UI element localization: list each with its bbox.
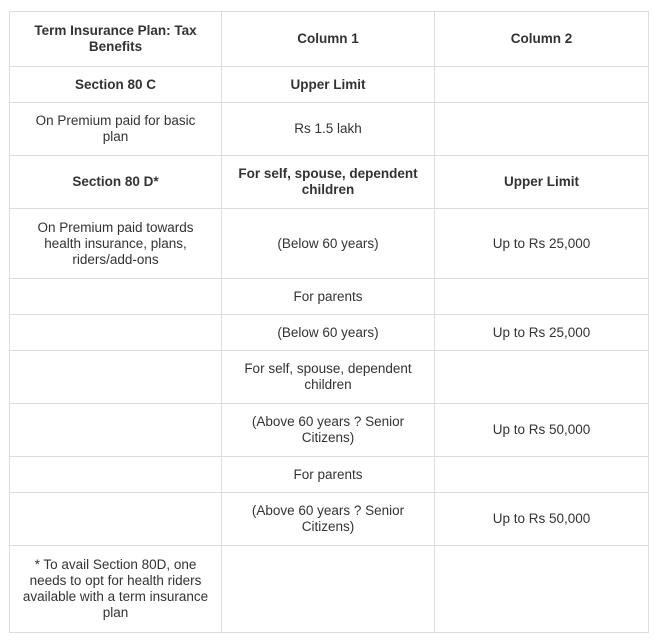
table-cell-column-2: Up to Rs 50,000 xyxy=(435,404,649,457)
table-cell-column-1 xyxy=(222,546,435,633)
table-row xyxy=(10,103,649,156)
table-row xyxy=(10,209,649,279)
table-row xyxy=(10,493,649,546)
table-cell-column-1: (Below 60 years) xyxy=(222,209,435,279)
table-row xyxy=(10,546,649,633)
table-cell-column-2: Up to Rs 50,000 xyxy=(435,493,649,546)
table-cell-column-2 xyxy=(435,546,649,633)
table-cell-column-1: For self, spouse, dependent children xyxy=(222,351,435,404)
table-cell-column-1: For parents xyxy=(222,279,435,315)
table-cell-label: On Premium paid for basic plan xyxy=(10,103,222,156)
table-cell-label: Section 80 C xyxy=(10,67,222,103)
table-cell-column-2 xyxy=(435,351,649,404)
table-row xyxy=(10,404,649,457)
table-header-row xyxy=(10,12,649,67)
table-cell-label xyxy=(10,351,222,404)
table-cell-column-2: Up to Rs 25,000 xyxy=(435,209,649,279)
table-cell-label xyxy=(10,279,222,315)
table-cell-column-1: Upper Limit xyxy=(222,67,435,103)
table-row xyxy=(10,279,649,315)
table-cell-column-2: Up to Rs 25,000 xyxy=(435,315,649,351)
table-row xyxy=(10,156,649,209)
table-cell-column-2 xyxy=(435,67,649,103)
table-cell-label xyxy=(10,493,222,546)
table-cell-column-1: For parents xyxy=(222,457,435,493)
table-cell-column-1: (Below 60 years) xyxy=(222,315,435,351)
table-cell-column-2 xyxy=(435,279,649,315)
table-cell-column-2 xyxy=(435,103,649,156)
tax-benefits-table xyxy=(9,11,649,633)
table-cell-label: On Premium paid towards health insurance, plans, riders/add-ons xyxy=(10,209,222,279)
table-cell-label xyxy=(10,404,222,457)
header-cell-plan: Term Insurance Plan: Tax Benefits xyxy=(10,12,222,67)
footnote-cell: * To avail Section 80D, one needs to opt for health riders available with a term insurance plan xyxy=(10,546,222,633)
table-cell-column-2 xyxy=(435,457,649,493)
table-row xyxy=(10,351,649,404)
table-row xyxy=(10,315,649,351)
table-cell-column-1: (Above 60 years ? Senior Citizens) xyxy=(222,493,435,546)
table-row xyxy=(10,67,649,103)
table-cell-column-1: Rs 1.5 lakh xyxy=(222,103,435,156)
table-row xyxy=(10,457,649,493)
header-cell-column-2: Column 2 xyxy=(435,12,649,67)
table-cell-column-1: (Above 60 years ? Senior Citizens) xyxy=(222,404,435,457)
table-cell-label: Section 80 D* xyxy=(10,156,222,209)
header-cell-column-1: Column 1 xyxy=(222,12,435,67)
table-cell-label xyxy=(10,315,222,351)
table-cell-column-2: Upper Limit xyxy=(435,156,649,209)
table-cell-column-1: For self, spouse, dependent children xyxy=(222,156,435,209)
table-cell-label xyxy=(10,457,222,493)
